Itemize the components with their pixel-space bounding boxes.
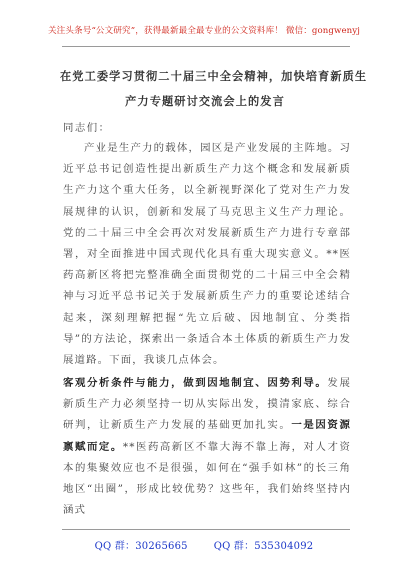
section-body-b: **医药高新区不靠大海不靠上海，对人才资本的集聚效应也不是很强，如何在“强手如林”的长三角地区“出圈”，形成比较优势？这些年，我们始终坚持内涵式 [63,440,352,517]
document-title-line-2: 产力专题研讨交流会上的发言 [125,94,285,108]
header-banner: 关注头条号“公文研究”，获得最新最全最专业的公文资料库！ 微信：gongwenyj [47,26,361,36]
header-divider [62,46,350,47]
footer [0,537,408,552]
qq-group-1: QQ 群：30265665 [94,541,188,552]
section-body-a: 发展新质生产力必须坚持一切从实际出发，摸清家底、综合研判，让新质生产力发展的基础更加扎实。 [63,377,351,432]
document-title-line-1: 在党工委学习贯彻二十届三中全会精神，加快培育新质生 [60,69,368,83]
section-heading: 客观分析条件与能力，做到因地制宜、因势利导。 [63,377,328,389]
subsection-heading: 一是因资源禀赋而定。 [63,419,351,453]
salutation: 同志们： [63,122,111,134]
footer-divider [62,529,350,530]
body-paragraph-1: 产业是生产力的载体，园区是产业发展的主阵地。习近平总书记创造性提出新质生产力这个概念和发展新质生产力这个重大任务，以全新视野深化了党对生产力发展规律的认识，创新和发展了马克思主义生产力理论。党的二十届三中全会再次对发展新质生产力进行专章部署，对全面推进中国式现代化具有重大现实意义。**医药高新区将把完整准确全面贯彻党的二十届三中全会精神与习近平总书记关于发展新质生产力的重要论述结合起来，深刻理解把握“先立后破、因地制宜、分类指导”的方法论，探索出一条适合本土体质的新质生产力发展道路。下面，我谈几点体会。 [63,142,351,367]
qq-group-2: QQ 群：535304092 [213,541,314,552]
body-paragraph-2 [63,373,351,521]
